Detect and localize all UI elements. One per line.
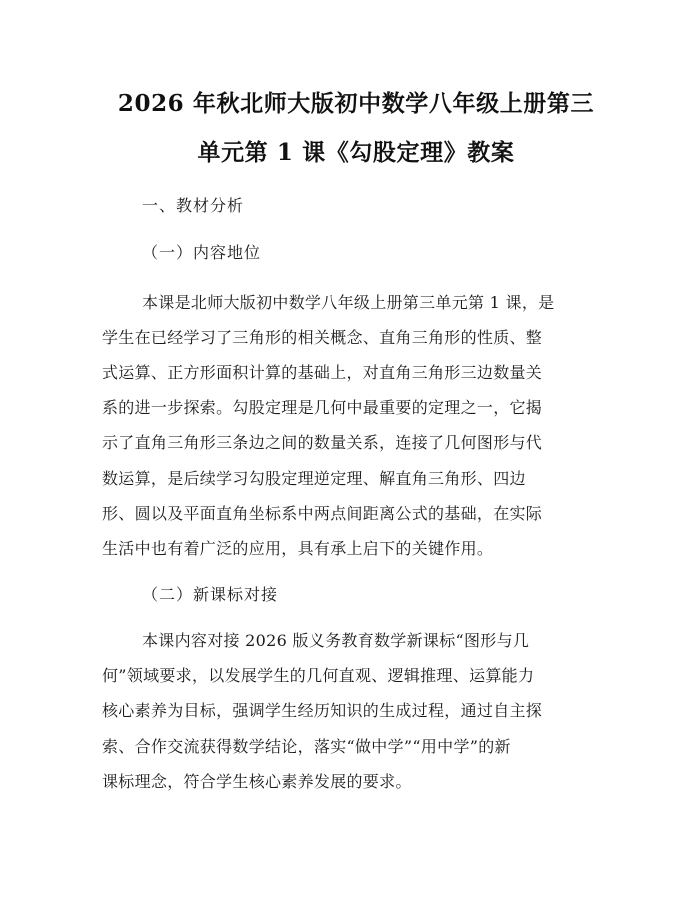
paragraph-line: 系的进一步探索。勾股定理是几何中最重要的定理之一，它揭 xyxy=(102,398,543,417)
paragraph-line: 学生在已经学习了三角形的相关概念、直角三角形的性质、整 xyxy=(102,328,543,347)
paragraph-line: 示了直角三角形三条边之间的数量关系，连接了几何图形与代 xyxy=(102,433,543,452)
paragraph-line: 本课内容对接 2026 版义务教育数学新课标“图形与几 xyxy=(142,631,530,650)
paragraph-line: 课标理念，符合学生核心素养发展的要求。 xyxy=(102,772,412,791)
document-title-line-1: 2026 年秋北师大版初中数学八年级上册第三 xyxy=(117,90,595,117)
paragraph-line: 本课是北师大版初中数学八年级上册第三单元第 1 课，是 xyxy=(142,293,555,312)
paragraph-line: 形、圆以及平面直角坐标系中两点间距离公式的基础，在实际 xyxy=(102,504,543,523)
subsection-heading-content-position: （一）内容地位 xyxy=(142,243,262,262)
paragraph-line: 数运算，是后续学习勾股定理逆定理、解直角三角形、四边 xyxy=(102,469,526,488)
paragraph-line: 式运算、正方形面积计算的基础上，对直角三角形三边数量关 xyxy=(102,363,543,382)
paragraph-line: 何”领域要求，以发展学生的几何直观、逻辑推理、运算能力 xyxy=(102,666,535,685)
paragraph-line: 核心素养为目标，强调学生经历知识的生成过程，通过自主探 xyxy=(102,701,543,720)
section-heading-textbook-analysis: 一、教材分析 xyxy=(142,196,245,215)
document-title-line-2: 单元第 1 课《勾股定理》教案 xyxy=(197,139,515,166)
paragraph-line: 索、合作交流获得数学结论，落实“做中学”“用中学”的新 xyxy=(102,737,511,756)
paragraph-line: 生活中也有着广泛的应用，具有承上启下的关键作用。 xyxy=(102,539,494,558)
subsection-heading-curriculum-alignment: （二）新课标对接 xyxy=(142,585,279,604)
